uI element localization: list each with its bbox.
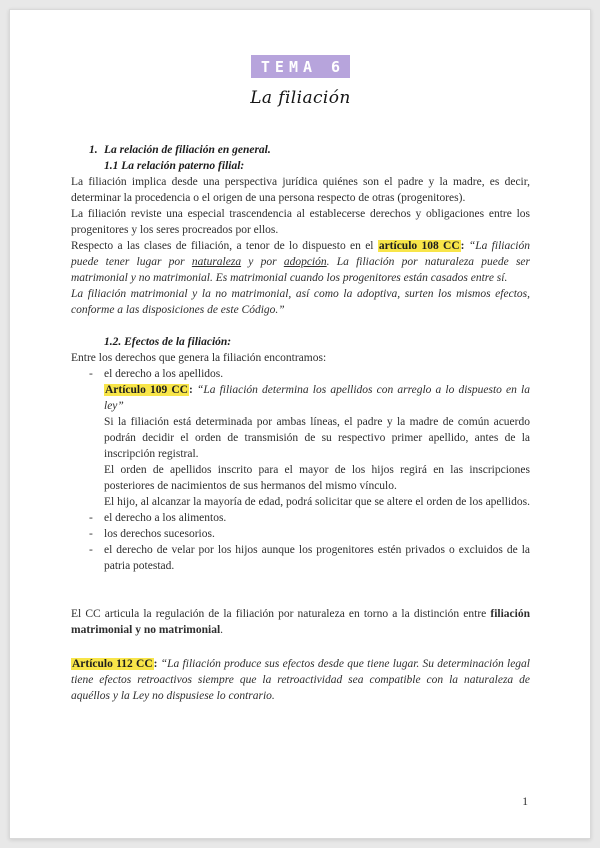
bullet-dash: - — [89, 544, 93, 556]
para-art108-quote-2: y por — [241, 256, 284, 268]
bullet-apellidos-label: el derecho a los apellidos. — [104, 368, 224, 380]
bullet-dash: - — [89, 512, 93, 524]
bullet-dash: - — [89, 368, 93, 380]
bullet-velar — [71, 542, 530, 574]
para-art108-naturaleza-underline: naturaleza — [191, 256, 242, 268]
para-rights-intro: Entre los derechos que genera la filiación encontramos: — [71, 352, 327, 364]
para-cc-pre: El CC articula la regulación de la filiación por naturaleza en torno a la distinción entre — [71, 608, 491, 620]
bullet-apellidos — [71, 366, 530, 382]
para-cc-post: . — [220, 624, 224, 636]
para-art108-quote-1: “La filiación puede tener lugar por — [71, 240, 531, 268]
para-art112-colon: : — [153, 658, 161, 670]
para-filiation-definition: La filiación implica desde una perspectiva jurídica quiénes son el padre y la madre, es decir, determinar la procedencia o el origen de una persona respecto de otras (progenitores). — [71, 176, 530, 204]
document-header — [71, 58, 530, 108]
para-art108 — [71, 238, 530, 286]
para-cc-distincion — [71, 606, 530, 638]
bullet-alimentos — [71, 510, 530, 526]
section-1-title: La relación de filiación en general. — [104, 144, 271, 156]
apellidos-detail-block — [104, 382, 530, 510]
bullet-sucesorios — [71, 526, 530, 542]
para-cc-bold: filiación matrimonial y no matrimonial — [71, 608, 530, 636]
para-art108-colon: : — [460, 240, 469, 252]
para-art109-quote: “La filiación determina los apellidos con arreglo a lo dispuesto en la ley” — [104, 384, 530, 412]
para-apellidos-lineas: Si la filiación está determinada por ambas líneas, el padre y la madre de común acuerdo podrán decidir el orden de transmisión de su respectivo primer apellido, antes de la inscripción registral. — [104, 416, 530, 460]
section-1-2-heading: 1.2. Efectos de la filiación: — [104, 336, 232, 348]
para-art108-adopcion-underline: adopción — [283, 256, 327, 268]
art108-highlight: artículo 108 CC — [378, 240, 460, 252]
para-filiation-trascendencia: La filiación reviste una especial trascendencia al establecerse derechos y obligaciones entre los progenitores y los seres procreados por ellos. — [71, 208, 530, 236]
para-art112-quote: “La filiación produce sus efectos desde que tiene lugar. Su determinación legal tiene efectos retroactivos siempre que la retroactividad sea compatible con la naturaleza de aquéllos y la Ley no dispusiese lo contrario. — [71, 658, 530, 702]
section-1-heading — [71, 142, 530, 158]
bullet-alimentos-label: el derecho a los alimentos. — [104, 512, 227, 524]
page-number: 1 — [522, 796, 528, 808]
document-body — [71, 142, 530, 704]
bullet-velar-label: el derecho de velar por los hijos aunque los progenitores estén privados o excluidos de la patria potestad. — [104, 544, 530, 572]
document-page — [9, 9, 591, 839]
bullet-sucesorios-label: los derechos sucesorios. — [104, 528, 215, 540]
topic-subtitle: La filiación — [250, 88, 351, 108]
para-art109 — [104, 382, 530, 414]
title-line — [71, 58, 530, 77]
art109-highlight: Artículo 109 CC — [105, 384, 188, 396]
para-art109-colon: : — [188, 384, 197, 396]
para-apellidos-mayoria-edad: El hijo, al alcanzar la mayoría de edad, podrá solicitar que se altere el orden de los apellidos. — [104, 496, 530, 508]
bullet-dash: - — [89, 528, 93, 540]
para-apellidos-orden-hermanos: El orden de apellidos inscrito para el mayor de los hijos regirá en las inscripciones posteriores de nacimientos de sus hermanos del mismo vínculo. — [104, 464, 530, 492]
para-art108-continuation: La filiación matrimonial y la no matrimonial, así como la adoptiva, surten los mismos efectos, conforme a las disposiciones de este Código.” — [71, 288, 530, 316]
art112-highlight: Artículo 112 CC — [72, 658, 153, 670]
para-art112 — [71, 656, 530, 704]
section-1-1-heading: 1.1 La relación paterno filial: — [104, 160, 245, 172]
section-1-number: 1. — [89, 144, 98, 156]
para-art108-pre: Respecto a las clases de filiación, a tenor de lo dispuesto en el — [71, 240, 378, 252]
topic-title: TEMA 6 — [251, 55, 350, 78]
para-art108-quote-3: . La filiación por naturaleza puede ser matrimonial y no matrimonial. Es matrimonial cuando los progenitores están casados entre sí. — [71, 256, 530, 284]
